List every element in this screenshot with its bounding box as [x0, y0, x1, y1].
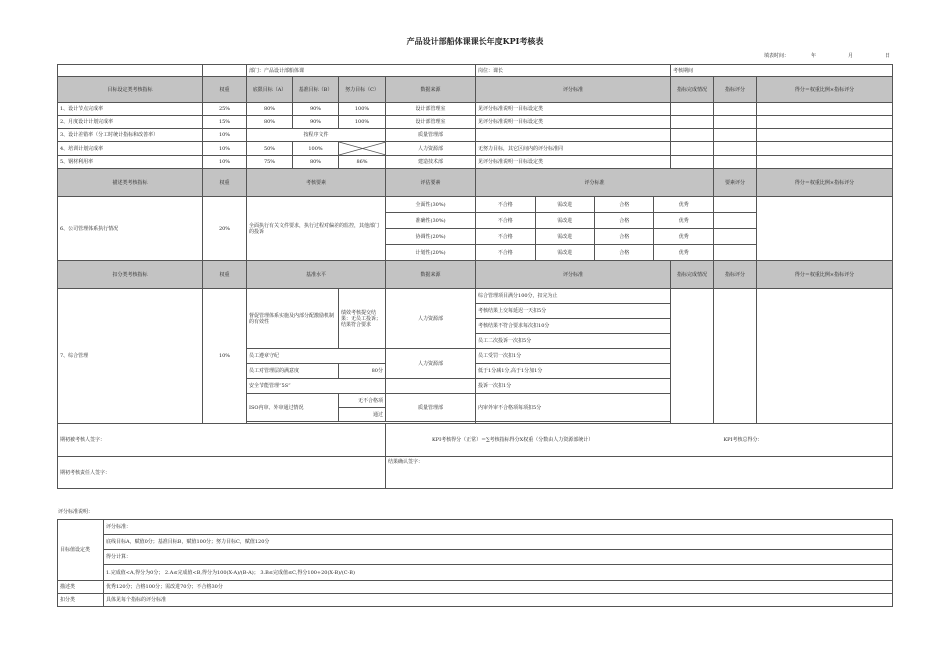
target-c: 100% — [339, 116, 386, 129]
target-b: 100% — [293, 142, 339, 156]
benchmark-item: 员工对管理层的满意度 — [247, 364, 339, 379]
data-source: 质量管理部 — [386, 129, 476, 142]
weight: 20% — [203, 197, 247, 261]
weight: 15% — [203, 116, 247, 129]
note-category: 描述类 — [58, 581, 104, 594]
benchmark-item: 督促管理体系实施及内部分配激励机制的有效性 — [247, 289, 339, 349]
note-line: 得分计算： — [104, 550, 893, 565]
kpi-total-label: KPI考核总得分： — [723, 437, 763, 443]
header-cell: 评分标准 — [476, 261, 671, 289]
benchmark-note: 绩效考核提交结果：无员工投诉；结果符合要求 — [339, 289, 386, 349]
table-row — [58, 116, 893, 129]
grade: 不合格 — [476, 229, 535, 244]
target-a: 50% — [247, 142, 293, 156]
evaluation-factor: 计划性(20%) — [386, 245, 476, 261]
signature-row — [58, 424, 893, 457]
result-confirm-signature: 结果确认签字： — [386, 457, 893, 489]
scoring-standard: 见评分标准说明一目标设定类 — [476, 156, 671, 169]
weight: 10% — [203, 289, 247, 424]
scoring-standard: 综合管理项目满分100分，扣完为止 — [476, 289, 671, 304]
dept-cell: 部门：产品设计部船体课 — [247, 65, 476, 77]
table-row — [58, 156, 893, 169]
benchmark-score: 80分 — [339, 364, 386, 379]
table-row — [58, 289, 893, 304]
position-cell: 岗位：课长 — [476, 65, 671, 77]
evaluation-factor: 全面性(30%) — [386, 197, 476, 213]
weight: 25% — [203, 103, 247, 116]
benchmark-result: 无不合格项 — [339, 394, 386, 408]
header-cell: 数据来源 — [386, 77, 476, 103]
note-line: 底线目标A，赋值0分；基准目标B，赋值100分；努力目标C，赋值120分 — [104, 535, 893, 550]
grade: 优秀 — [654, 213, 713, 228]
note-line: 评分标准： — [104, 520, 893, 535]
scoring-standard: 投诉一次扣1分 — [476, 379, 671, 394]
benchmark-item: 员工遵章守纪 — [247, 349, 386, 364]
weight: 10% — [203, 156, 247, 169]
cross-mark — [339, 142, 386, 155]
target-c: 86% — [339, 156, 386, 169]
note-line: 具体见每个指标的评分标准 — [104, 594, 893, 607]
date-year: 年 — [810, 53, 816, 59]
crossed-cell — [339, 142, 386, 156]
data-source: 设计部管理室 — [386, 103, 476, 116]
header-cell: 权重 — [203, 261, 247, 289]
date-month: 月 — [847, 53, 853, 59]
note-line: 1.完成值<A,得分为0分； 2.A≤完成值<B,得分为100(X-A)/(B-A)； 3.B≤完成值≤C,得分100+20(X-B)/(C-B) — [104, 565, 893, 581]
header-cell: 指标评分 — [714, 77, 757, 103]
weight: 10% — [203, 129, 247, 142]
grade: 不合格 — [476, 245, 535, 260]
notes-table — [57, 519, 893, 607]
kpi-formula — [386, 424, 763, 457]
grade: 需改进 — [535, 245, 594, 260]
scoring-standard: 见评分标准说明一目标设定类 — [476, 116, 671, 129]
grade-row — [476, 229, 713, 244]
header-cell: 描述类考核指标 — [58, 169, 203, 197]
indicator-name: 3、设计差错率（分工时统计指标和改善率） — [58, 129, 203, 142]
benchmark-result: 通过 — [339, 408, 386, 422]
grade: 需改进 — [535, 213, 594, 228]
data-source: 人力资源部 — [386, 142, 476, 156]
table-row — [58, 103, 893, 116]
header-cell: 底限目标（A） — [247, 77, 293, 103]
header-cell: 数据来源 — [386, 261, 476, 289]
grade: 优秀 — [654, 197, 713, 212]
data-source: 设计部管理室 — [386, 116, 476, 129]
evaluation-factor: 准确性(30%) — [386, 213, 476, 229]
grade: 合格 — [595, 197, 654, 212]
grade: 优秀 — [654, 245, 713, 260]
header-cell: 指标完成情况 — [671, 261, 714, 289]
header-cell: 评分标准 — [476, 77, 671, 103]
grade: 优秀 — [654, 229, 713, 244]
grade: 合格 — [595, 229, 654, 244]
scoring-standard: 考核结果不符合要求每次扣10分 — [476, 319, 671, 334]
header-cell: 指标完成情况 — [671, 77, 714, 103]
note-category: 目标值设定类 — [58, 520, 104, 581]
grade: 需改进 — [535, 197, 594, 212]
header-cell: 基准水平 — [247, 261, 386, 289]
target-a: 75% — [247, 156, 293, 169]
scoring-standard: 低于1分减1分,高于1分加1分 — [476, 364, 671, 379]
grade: 合格 — [595, 213, 654, 228]
scoring-standard: 见评分标准说明一目标设定类 — [476, 103, 671, 116]
grade: 不合格 — [476, 213, 535, 228]
grade-row — [476, 213, 713, 228]
scoring-standard: 员工二次投诉一次扣5分 — [476, 334, 671, 349]
header-cell: 基准目标（B） — [293, 77, 339, 103]
evaluation-factor: 协调性(20%) — [386, 229, 476, 245]
header-cell: 评估要素 — [386, 169, 476, 197]
appraisee-signature: 期初被考核人签字： — [58, 424, 386, 457]
grade-row — [476, 197, 713, 212]
merged-target: 按程序文件 — [247, 129, 386, 142]
date-day: 日 — [884, 53, 890, 59]
assessment-factors: 全面执行有关文件要求，执行过程对偏差的监控，其他部门的投诉 — [247, 197, 386, 261]
indicator-name: 2、月度设计计划完成率 — [58, 116, 203, 129]
kpi-formula-text: KPI考核得分（正常）＝∑考核指标得分X权重（分数由人力资源部统计） — [432, 437, 594, 443]
target-c: 100% — [339, 103, 386, 116]
header-cell: 努力目标（C） — [339, 77, 386, 103]
table-row — [58, 142, 893, 156]
header-cell: 权重 — [203, 169, 247, 197]
header-cell: 评分标准 — [476, 169, 714, 197]
scoring-standard: 无努力目标，其它区间内的评分标准同 — [476, 142, 671, 156]
scoring-standard: 考核结果上交每延迟一天扣5分 — [476, 304, 671, 319]
scoring-standard: 内审外审不合格项每项扣5分 — [476, 394, 671, 422]
indicator-name: 6、公司管理体系执行情况 — [58, 197, 203, 261]
header-cell: 指标评分 — [714, 261, 757, 289]
header-cell: 目标设定类考核指标 — [58, 77, 203, 103]
data-source: 建造技术部 — [386, 156, 476, 169]
benchmark-item: ISO内审、外审通过情况 — [247, 394, 339, 422]
header-cell: 得分＝权重比例×指标评分 — [757, 169, 893, 197]
kpi-table — [57, 64, 893, 489]
table-row — [58, 197, 893, 213]
benchmark-item: 安全节能管理“5S” — [247, 379, 386, 394]
target-b: 80% — [293, 156, 339, 169]
header-cell: 得分＝权重比例×指标评分 — [757, 77, 893, 103]
grade: 不合格 — [476, 197, 535, 212]
scoring-standard: 员工受罚一次扣1分 — [476, 349, 671, 364]
target-a: 80% — [247, 116, 293, 129]
weight: 10% — [203, 142, 247, 156]
header-cell: 考核要素 — [247, 169, 386, 197]
signature-row — [58, 457, 893, 489]
grade: 需改进 — [535, 229, 594, 244]
fill-date — [764, 52, 890, 59]
note-line: 优秀120分；合格100分；需改进70分；不合格30分 — [104, 581, 893, 594]
indicator-name: 4、培训计划完成率 — [58, 142, 203, 156]
notes-title: 评分标准说明： — [58, 509, 94, 515]
grade-row — [476, 245, 713, 260]
header-cell: 扣分类考核指标 — [58, 261, 203, 289]
header-cell: 要素评分 — [714, 169, 757, 197]
data-source: 人力资源部 — [386, 289, 476, 349]
note-category: 扣分类 — [58, 594, 104, 607]
indicator-name: 7、综合管理 — [58, 289, 203, 424]
data-source: 质量管理部 — [386, 394, 476, 422]
grade: 合格 — [595, 245, 654, 260]
target-b: 90% — [293, 103, 339, 116]
indicator-name: 1、设计节点完成率 — [58, 103, 203, 116]
target-b: 90% — [293, 116, 339, 129]
date-label: 填表时间： — [763, 53, 789, 59]
header-cell: 权重 — [203, 77, 247, 103]
table-row — [58, 129, 893, 142]
data-source: 人力资源部 — [386, 349, 476, 379]
period-cell: 考核期间 — [671, 65, 893, 77]
header-cell: 得分＝权重比例×指标评分 — [757, 261, 893, 289]
appraiser-signature: 期初考核责任人签字： — [58, 457, 386, 489]
target-a: 80% — [247, 103, 293, 116]
indicator-name: 5、钢材利用率 — [58, 156, 203, 169]
page-title: 产品设计部船体课课长年度KPI考核表 — [406, 36, 544, 46]
